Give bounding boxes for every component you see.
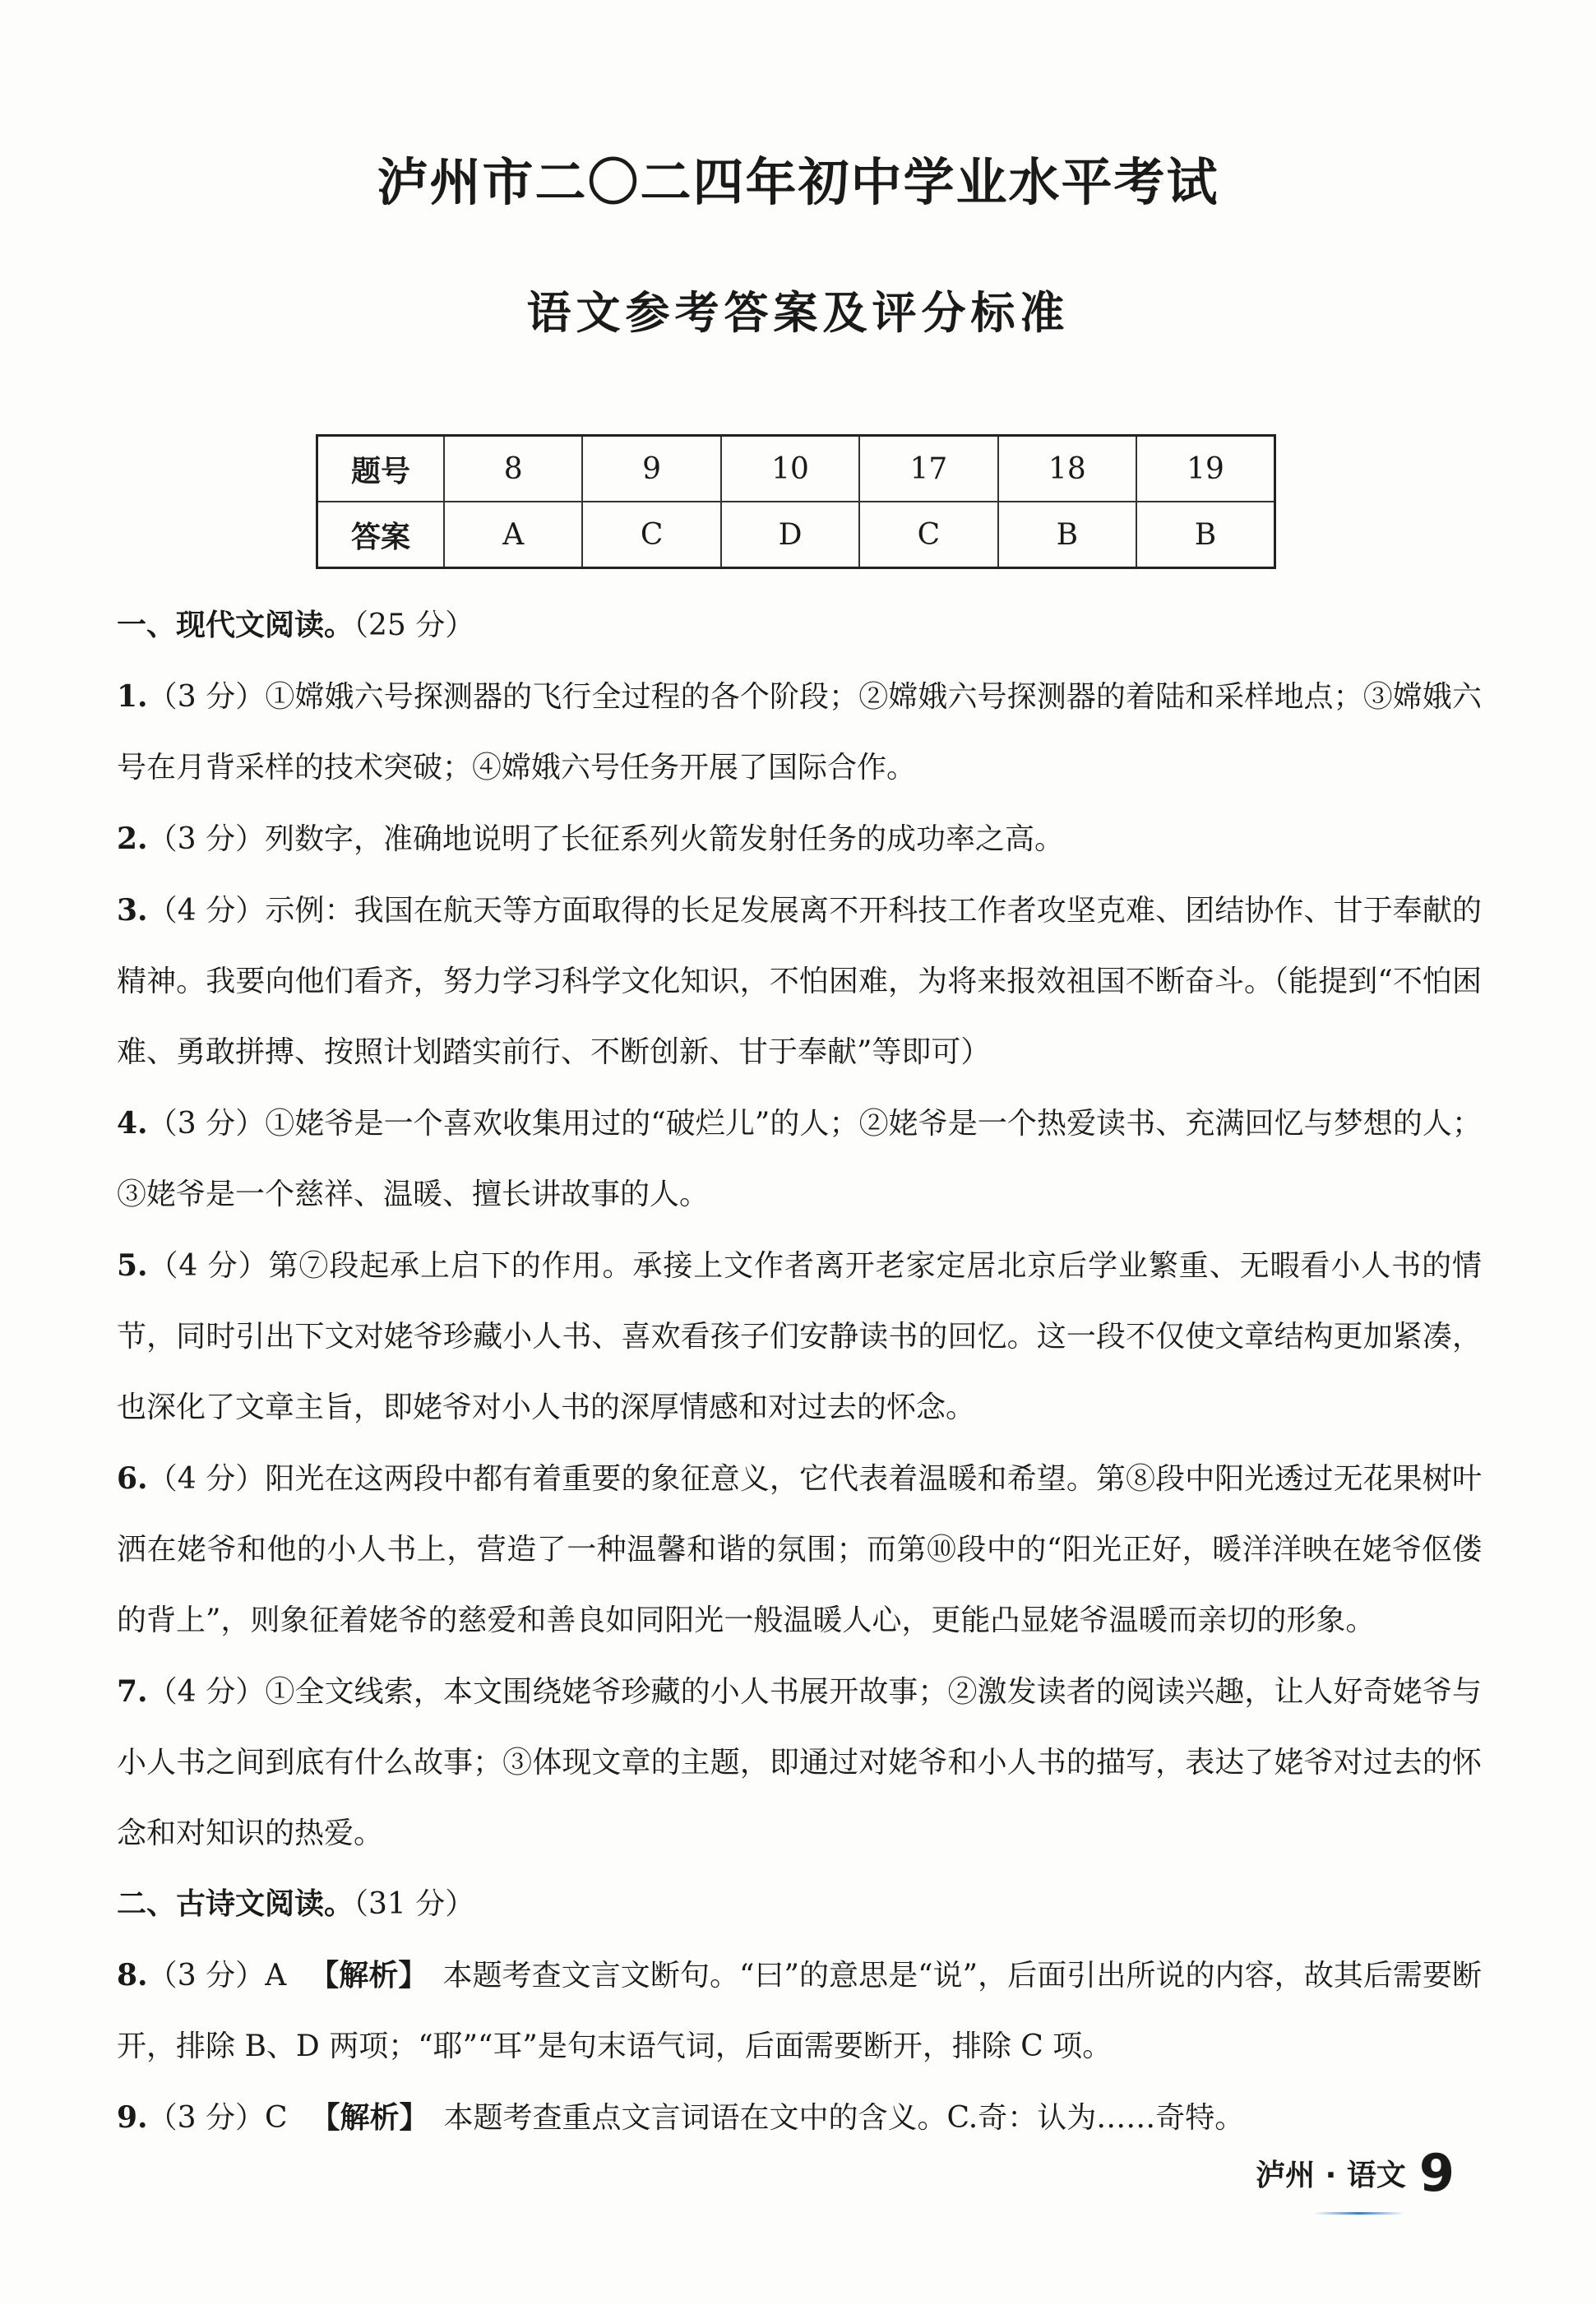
item-number: 5. (117, 1248, 148, 1283)
section-points: （31 分） (354, 1887, 475, 1921)
item-number: 1. (117, 679, 148, 714)
question-number: 9 (582, 436, 720, 502)
answer-table-question-row (317, 436, 1275, 502)
item-text: （4 分）①全文线索，本文围绕姥爷珍藏的小人书展开故事；②激发读者的阅读兴趣，让人好奇姥爷与小人书之间到底有什么故事；③体现文章的主题，即通过对姥爷和小人书的描写，表达了姥爷对过去的怀念和对知识的热爱。 (117, 1675, 1482, 1850)
answer-value: C (859, 502, 997, 568)
question-number: 18 (998, 436, 1136, 502)
page-title: 泸州市二〇二四年初中学业水平考试 (377, 152, 1219, 212)
answer-value: B (998, 502, 1136, 568)
item-number: 2. (117, 822, 148, 856)
answer-item (117, 1230, 1482, 1443)
answer-item (117, 661, 1482, 803)
item-number: 4. (117, 1106, 148, 1141)
item-number: 3. (117, 893, 148, 928)
page-number: 9 (1418, 2143, 1455, 2203)
question-number: 17 (859, 436, 997, 502)
section-heading (117, 590, 1482, 661)
question-number: 10 (721, 436, 859, 502)
item-answer: （3 分）C (147, 2101, 288, 2135)
answer-item (117, 1656, 1482, 1869)
page-subtitle: 语文参考答案及评分标准 (526, 287, 1070, 339)
answer-item (117, 2082, 1482, 2154)
item-text: （4 分）阳光在这两段中都有着重要的象征意义，它代表着温暖和希望。第⑧段中阳光透过无花果树叶洒在姥爷和他的小人书上，营造了一种温馨和谐的氛围；而第⑩段中的“阳光正好，暖洋洋映在姥爷伛偻的背上”，则象征着姥爷的慈爱和善良如同阳光一般温暖人心，更能凸显姥爷温暖而亲切的形象。 (117, 1462, 1482, 1637)
analysis-tag: 【解析】 (310, 2101, 429, 2135)
question-number: 8 (444, 436, 582, 502)
answer-value: A (444, 502, 582, 568)
row-label-question: 题号 (317, 436, 445, 502)
item-text: （4 分）示例：我国在航天等方面取得的长足发展离不开科技工作者攻坚克难、团结协作、甘于奉献的精神。我要向他们看齐，努力学习科学文化知识，不怕困难，为将来报效祖国不断奋斗。（能提到“不怕困难、勇敢拼搏、按照计划踏实前行、不断创新、甘于奉献”等即可） (117, 894, 1482, 1069)
answer-content (117, 590, 1482, 2154)
section-heading (117, 1869, 1482, 1940)
answer-item (117, 803, 1482, 875)
item-answer: （3 分）A (147, 1959, 287, 1993)
page-footer (1256, 2145, 1455, 2202)
footer-decoration-line (1314, 2212, 1404, 2215)
item-number: 8. (117, 1958, 148, 1993)
footer-label: 泸州 · 语文 (1256, 2159, 1406, 2192)
section-title: 二、古诗文阅读。 (117, 1887, 354, 1921)
analysis-tag: 【解析】 (309, 1959, 428, 1993)
section-points: （25 分） (354, 609, 475, 642)
answer-value: D (721, 502, 859, 568)
answer-item (117, 1940, 1482, 2082)
answer-table (316, 434, 1276, 569)
item-text: （3 分）列数字，准确地说明了长征系列火箭发射任务的成功率之高。 (147, 822, 1064, 856)
answer-table-answer-row (317, 502, 1275, 568)
item-number: 7. (117, 1674, 148, 1709)
item-text: （4 分）第⑦段起承上启下的作用。承接上文作者离开老家定居北京后学业繁重、无暇看小人书的情节，同时引出下文对姥爷珍藏小人书、喜欢看孩子们安静读书的回忆。这一段不仅使文章结构更加紧凑，也深化了文章主旨，即姥爷对小人书的深厚情感和对过去的怀念。 (117, 1249, 1482, 1424)
item-text: （3 分）①姥爷是一个喜欢收集用过的“破烂儿”的人；②姥爷是一个热爱读书、充满回忆与梦想的人；③姥爷是一个慈祥、温暖、擅长讲故事的人。 (117, 1107, 1482, 1211)
question-number: 19 (1136, 436, 1274, 502)
answer-item (117, 875, 1482, 1088)
item-text: （3 分）①嫦娥六号探测器的飞行全过程的各个阶段；②嫦娥六号探测器的着陆和采样地点；③嫦娥六号在月背采样的技术突破；④嫦娥六号任务开展了国际合作。 (117, 680, 1482, 785)
answer-value: C (582, 502, 720, 568)
answer-item (117, 1088, 1482, 1230)
item-number: 6. (117, 1461, 148, 1496)
row-label-answer: 答案 (317, 502, 445, 568)
answer-item (117, 1443, 1482, 1656)
item-number: 9. (117, 2100, 148, 2135)
section-title: 一、现代文阅读。 (117, 609, 354, 642)
answer-value: B (1136, 502, 1274, 568)
item-text: 本题考查文言文断句。“曰”的意思是“说”，后面引出所说的内容，故其后需要断开，排除 B、D 两项；“耶”“耳”是句末语气词，后面需要断开，排除 C 项。 (117, 1959, 1482, 2063)
item-text: 本题考查重点文言词语在文中的含义。C.奇：认为……奇特。 (443, 2101, 1245, 2135)
